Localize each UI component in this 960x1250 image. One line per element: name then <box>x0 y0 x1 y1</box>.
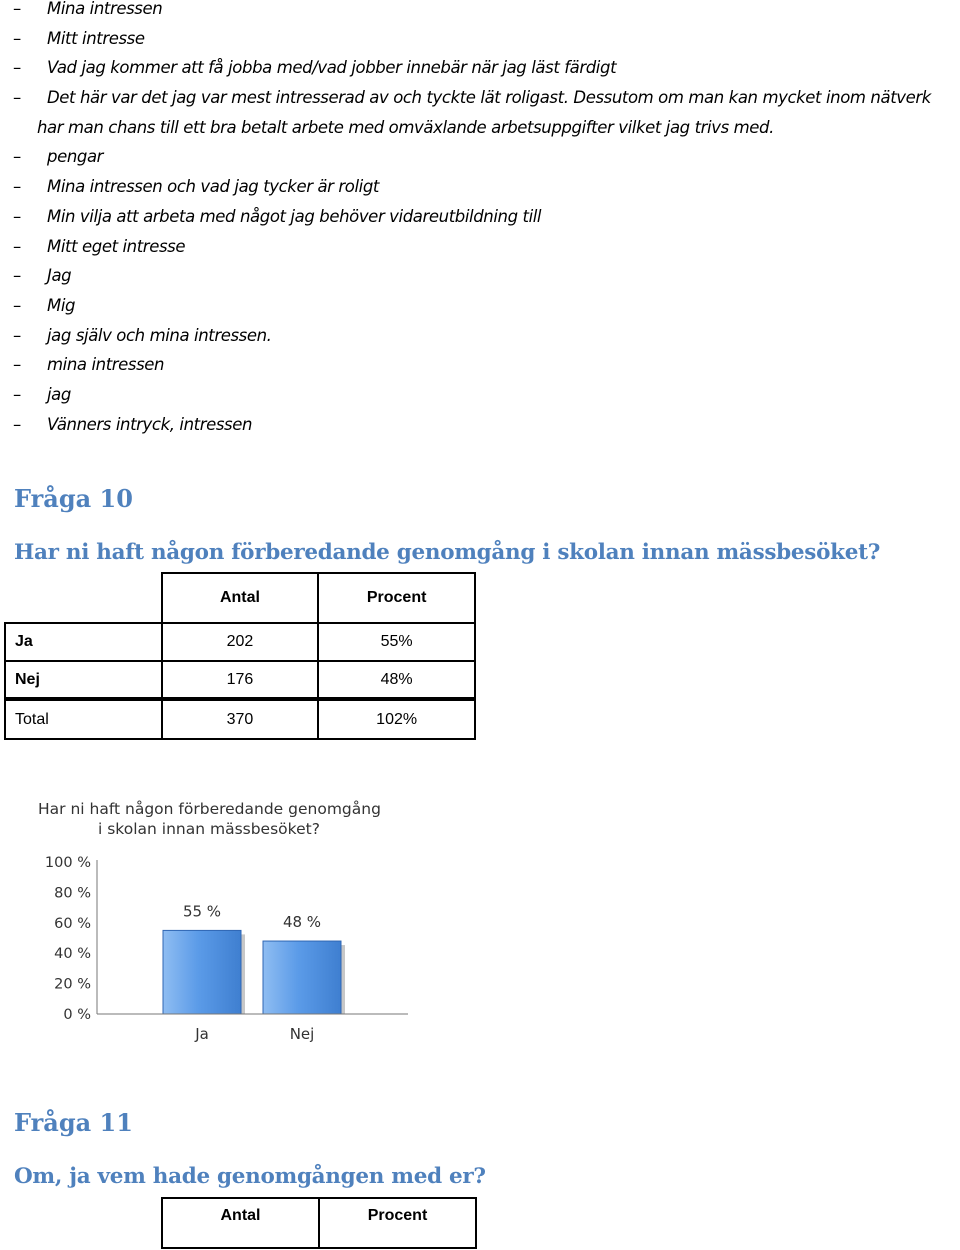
list-item: – Mitt eget intresse <box>13 236 186 256</box>
question-10-heading: Fråga 10 <box>14 484 133 513</box>
y-tick-label: 40 % <box>54 946 91 963</box>
bar-chart <box>30 790 430 1060</box>
data-label: 48 % <box>282 913 322 932</box>
list-item: – Jag <box>13 266 72 286</box>
answer-list <box>0 0 960 439</box>
y-tick-label: 60 % <box>54 915 91 932</box>
list-item: – jag själv och mina intressen. <box>13 325 272 345</box>
list-item: – Det här var det jag var mest intresserad av och tyckte lät roligast. Dessutom om man kan mycket inom nätverk har man chans till ett bra betalt arbete med omväxlande arbetsuppgifter vilket jag trivs med. <box>0 83 960 142</box>
data-label: 55 % <box>182 902 222 921</box>
table-total-row <box>5 699 475 739</box>
bar-nej <box>263 941 341 1014</box>
question-10-text: Har ni haft någon förberedande genomgång i skolan innan mässbesöket? <box>14 540 881 565</box>
list-item: – mina intressen <box>13 355 165 375</box>
list-item: – Mina intressen <box>13 0 163 18</box>
list-item-continuation: har man chans till ett bra betalt arbete med omväxlande arbetsuppgifter vilket jag trivs med. <box>37 117 774 137</box>
list-item: – Min vilja att arbeta med något jag behöver vidareutbildning till <box>13 206 542 226</box>
list-item: – Vad jag kommer att få jobba med/vad jobber innebär när jag läst färdigt <box>13 58 617 78</box>
cell-procent: 102% <box>318 699 475 739</box>
column-header-antal: Antal <box>162 573 319 623</box>
chart-title-line-2: i skolan innan mässbesöket? <box>98 820 320 838</box>
row-label: Total <box>5 699 162 739</box>
column-header-antal: Antal <box>162 1198 319 1248</box>
y-tick-label: 20 % <box>54 976 91 993</box>
list-item: – Vänners intryck, intressen <box>13 414 253 434</box>
table-header-row <box>162 1198 476 1248</box>
cell-antal: 176 <box>162 661 319 699</box>
list-item: – Mitt intresse <box>13 28 145 48</box>
question-11-heading: Fråga 11 <box>14 1108 133 1137</box>
x-tick-label: Nej <box>289 1025 315 1043</box>
question-10-table <box>4 572 476 740</box>
question-11-table <box>161 1197 477 1249</box>
y-tick-label: 80 % <box>54 885 91 902</box>
question-11-text: Om, ja vem hade genomgången med er? <box>14 1164 486 1189</box>
row-label: Ja <box>5 623 162 661</box>
bar-ja <box>163 930 241 1014</box>
column-header-procent: Procent <box>319 1198 476 1248</box>
table-row <box>5 661 475 699</box>
column-header-procent: Procent <box>318 573 475 623</box>
list-item: – Mig <box>13 295 76 315</box>
list-item: – Mina intressen och vad jag tycker är roligt <box>13 177 379 197</box>
chart-title-line-1: Har ni haft någon förberedande genomgång <box>38 800 381 818</box>
list-item: – pengar <box>13 147 104 167</box>
cell-procent: 48% <box>318 661 475 699</box>
table-corner <box>5 573 162 623</box>
x-tick-label: Ja <box>195 1025 209 1043</box>
list-item: – jag <box>13 384 71 404</box>
cell-procent: 55% <box>318 623 475 661</box>
cell-antal: 370 <box>162 699 319 739</box>
y-tick-label: 0 % <box>63 1007 91 1023</box>
list-item-line: Det här var det jag var mest intresserad av och tyckte lät roligast. Dessutom om man kan mycket inom nätverk <box>47 88 931 108</box>
y-tick-label: 100 % <box>44 855 91 871</box>
table-header-row <box>5 573 475 623</box>
table-row <box>5 623 475 661</box>
row-label: Nej <box>5 661 162 699</box>
cell-antal: 202 <box>162 623 319 661</box>
